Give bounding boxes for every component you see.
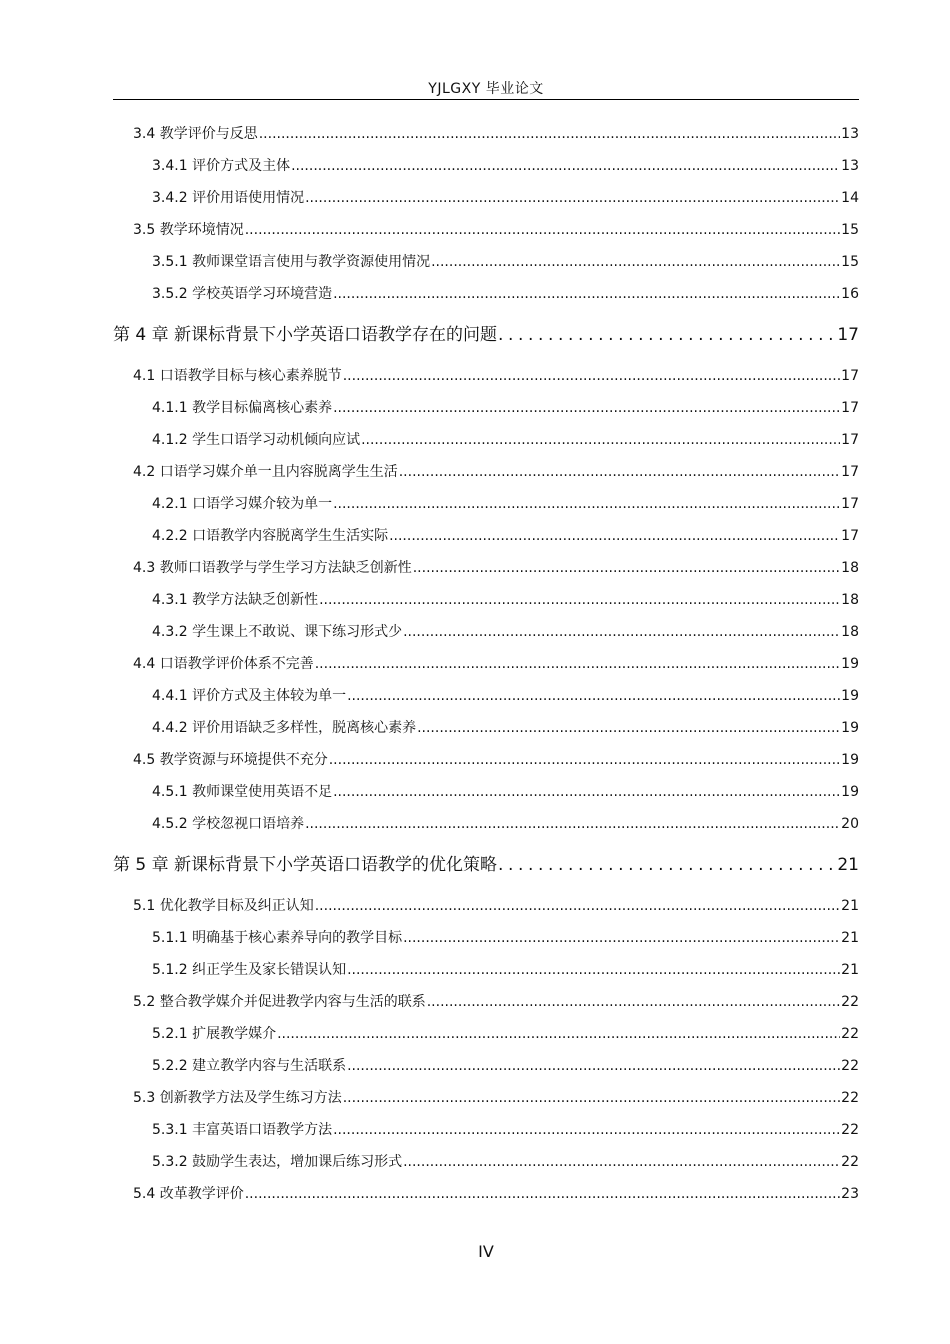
toc-entry-title: 4.5.1 教师课堂使用英语不足	[152, 784, 333, 800]
toc-entry-level-3[interactable]	[113, 1050, 859, 1082]
toc-entry-title: 5.3.1 丰富英语口语教学方法	[152, 1122, 333, 1138]
toc-entry-level-3[interactable]	[113, 520, 859, 552]
toc-entry-level-3[interactable]	[113, 616, 859, 648]
toc-entry-page: 19	[841, 720, 859, 736]
toc-dot-leader	[305, 182, 840, 214]
toc-dot-leader	[403, 922, 840, 954]
toc-dot-leader	[343, 360, 840, 392]
toc-entry-title: 3.4.1 评价方式及主体	[152, 158, 291, 174]
toc-entry-title: 5.1.1 明确基于核心素养导向的教学目标	[152, 930, 403, 946]
toc-entry-page: 21	[841, 898, 859, 914]
toc-entry-page: 22	[841, 1122, 859, 1138]
toc-entry-level-3[interactable]	[113, 182, 859, 214]
toc-entry-level-3[interactable]	[113, 392, 859, 424]
toc-entry-page: 17	[841, 368, 859, 384]
toc-entry-title: 4.4.2 评价用语缺乏多样性，脱离核心素养	[152, 720, 417, 736]
toc-entry-page: 22	[841, 1026, 859, 1042]
page-number: IV	[478, 1242, 494, 1261]
toc-dot-leader	[343, 1082, 840, 1114]
toc-entry-page: 18	[841, 592, 859, 608]
toc-entry-level-3[interactable]	[113, 424, 859, 456]
toc-entry-title: 4.1.2 学生口语学习动机倾向应试	[152, 432, 361, 448]
toc-entry-title: 5.2.2 建立教学内容与生活联系	[152, 1058, 347, 1074]
toc-dot-leader	[305, 808, 840, 840]
toc-dot-leader	[333, 1114, 840, 1146]
toc-dot-leader	[333, 776, 840, 808]
toc-entry-page: 22	[841, 1090, 859, 1106]
toc-entry-level-3[interactable]	[113, 584, 859, 616]
toc-entry-page: 15	[841, 254, 859, 270]
toc-entry-level-2[interactable]	[113, 1178, 859, 1210]
toc-entry-level-3[interactable]	[113, 150, 859, 182]
toc-entry-page: 21	[841, 930, 859, 946]
toc-entry-page: 17	[841, 432, 859, 448]
toc-dot-leader	[413, 552, 840, 584]
toc-entry-level-2[interactable]	[113, 118, 859, 150]
toc-entry-title: 4.4.1 评价方式及主体较为单一	[152, 688, 347, 704]
toc-entry-page: 19	[841, 656, 859, 672]
toc-entry-page: 13	[841, 158, 859, 174]
toc-entry-title: 4.2.2 口语教学内容脱离学生生活实际	[152, 528, 389, 544]
toc-dot-leader	[315, 890, 840, 922]
toc-dot-leader	[427, 986, 840, 1018]
toc-dot-leader	[333, 488, 840, 520]
toc-entry-level-3[interactable]	[113, 488, 859, 520]
header-rule	[113, 99, 859, 100]
toc-entry-title: 4.1 口语教学目标与核心素养脱节	[133, 368, 342, 384]
toc-entry-title: 4.3.1 教学方法缺乏创新性	[152, 592, 319, 608]
toc-entry-level-2[interactable]	[113, 456, 859, 488]
toc-entry-page: 21	[837, 855, 859, 875]
toc-entry-title: 5.1.2 纠正学生及家长错误认知	[152, 962, 347, 978]
toc-entry-level-2[interactable]	[113, 744, 859, 776]
toc-entry-page: 22	[841, 1154, 859, 1170]
toc-dot-leader	[389, 520, 840, 552]
toc-entry-title: 4.2 口语学习媒介单一且内容脱离学生生活	[133, 464, 398, 480]
toc-entry-level-2[interactable]	[113, 1082, 859, 1114]
toc-entry-title: 4.2.1 口语学习媒介较为单一	[152, 496, 333, 512]
toc-entry-level-3[interactable]	[113, 278, 859, 310]
toc-dot-leader	[399, 456, 840, 488]
toc-entry-page: 21	[841, 962, 859, 978]
toc-entry-level-3[interactable]	[113, 954, 859, 986]
toc-entry-title: 4.5.2 学校忽视口语培养	[152, 816, 305, 832]
toc-entry-title: 3.5 教学环境情况	[133, 222, 244, 238]
toc-dot-leader	[291, 150, 840, 182]
toc-entry-title: 5.4 改革教学评价	[133, 1186, 244, 1202]
running-header-title: YJLGXY 毕业论文	[428, 81, 544, 97]
toc-dot-leader	[259, 118, 840, 150]
toc-entry-page: 13	[841, 126, 859, 142]
toc-entry-title: 5.2 整合教学媒介并促进教学内容与生活的联系	[133, 994, 426, 1010]
toc-entry-title: 3.4.2 评价用语使用情况	[152, 190, 305, 206]
toc-dot-leader	[431, 246, 840, 278]
toc-dot-leader	[245, 214, 840, 246]
toc-entry-title: 第 5 章 新课标背景下小学英语口语教学的优化策略	[113, 855, 498, 875]
toc-dot-leader	[245, 1178, 840, 1210]
toc-entry-title: 4.3.2 学生课上不敢说、课下练习形式少	[152, 624, 403, 640]
toc-entry-title: 5.1 优化教学目标及纠正认知	[133, 898, 314, 914]
toc-entry-page: 18	[841, 560, 859, 576]
toc-entry-level-3[interactable]	[113, 246, 859, 278]
toc-entry-level-2[interactable]	[113, 890, 859, 922]
toc-entry-level-2[interactable]	[113, 214, 859, 246]
toc-dot-leader	[347, 1050, 840, 1082]
toc-entry-page: 17	[841, 400, 859, 416]
toc-entry-page: 19	[841, 688, 859, 704]
toc-entry-level-3[interactable]	[113, 922, 859, 954]
toc-dot-leader	[498, 310, 836, 360]
toc-entry-title: 5.2.1 扩展教学媒介	[152, 1026, 277, 1042]
toc-entry-page: 22	[841, 1058, 859, 1074]
toc-entry-title: 3.4 教学评价与反思	[133, 126, 258, 142]
toc-entry-page: 22	[841, 994, 859, 1010]
toc-entry-page: 17	[837, 325, 859, 345]
toc-entry-title: 4.3 教师口语教学与学生学习方法缺乏创新性	[133, 560, 412, 576]
toc-dot-leader	[498, 840, 836, 890]
toc-dot-leader	[403, 616, 840, 648]
toc-entry-page: 14	[841, 190, 859, 206]
toc-dot-leader	[277, 1018, 840, 1050]
toc-entry-level-3[interactable]	[113, 1146, 859, 1178]
toc-entry-title: 5.3.2 鼓励学生表达，增加课后练习形式	[152, 1154, 403, 1170]
toc-entry-level-3[interactable]	[113, 808, 859, 840]
toc-entry-title: 3.5.2 学校英语学习环境营造	[152, 286, 333, 302]
toc-entry-title: 4.4 口语教学评价体系不完善	[133, 656, 314, 672]
toc-dot-leader	[315, 648, 840, 680]
toc-dot-leader	[361, 424, 840, 456]
toc-entry-page: 19	[841, 784, 859, 800]
toc-entry-title: 4.5 教学资源与环境提供不充分	[133, 752, 328, 768]
toc-entry-page: 23	[841, 1186, 859, 1202]
toc-dot-leader	[347, 680, 840, 712]
toc-entry-title: 4.1.1 教学目标偏离核心素养	[152, 400, 333, 416]
toc-dot-leader	[403, 1146, 840, 1178]
toc-entry-page: 17	[841, 464, 859, 480]
toc-entry-title: 第 4 章 新课标背景下小学英语口语教学存在的问题	[113, 325, 498, 345]
toc-entry-page: 19	[841, 752, 859, 768]
toc-entry-level-3[interactable]	[113, 680, 859, 712]
table-of-contents	[113, 118, 859, 1210]
toc-dot-leader	[333, 278, 840, 310]
toc-entry-title: 5.3 创新教学方法及学生练习方法	[133, 1090, 342, 1106]
toc-entry-title: 3.5.1 教师课堂语言使用与教学资源使用情况	[152, 254, 431, 270]
toc-entry-level-3[interactable]	[113, 776, 859, 808]
toc-entry-level-3[interactable]	[113, 1114, 859, 1146]
toc-entry-level-2[interactable]	[113, 648, 859, 680]
toc-entry-page: 16	[841, 286, 859, 302]
toc-entry-page: 15	[841, 222, 859, 238]
toc-dot-leader	[333, 392, 840, 424]
toc-entry-page: 17	[841, 496, 859, 512]
toc-entry-level-2[interactable]	[113, 986, 859, 1018]
toc-entry-level-3[interactable]	[113, 1018, 859, 1050]
toc-entry-page: 20	[841, 816, 859, 832]
toc-entry-level-2[interactable]	[113, 552, 859, 584]
toc-entry-page: 18	[841, 624, 859, 640]
toc-dot-leader	[417, 712, 840, 744]
toc-dot-leader	[347, 954, 840, 986]
toc-dot-leader	[319, 584, 840, 616]
toc-entry-level-1[interactable]	[113, 840, 859, 890]
toc-entry-level-3[interactable]	[113, 712, 859, 744]
toc-entry-page: 17	[841, 528, 859, 544]
toc-dot-leader	[329, 744, 840, 776]
toc-entry-level-1[interactable]	[113, 310, 859, 360]
toc-entry-level-2[interactable]	[113, 360, 859, 392]
